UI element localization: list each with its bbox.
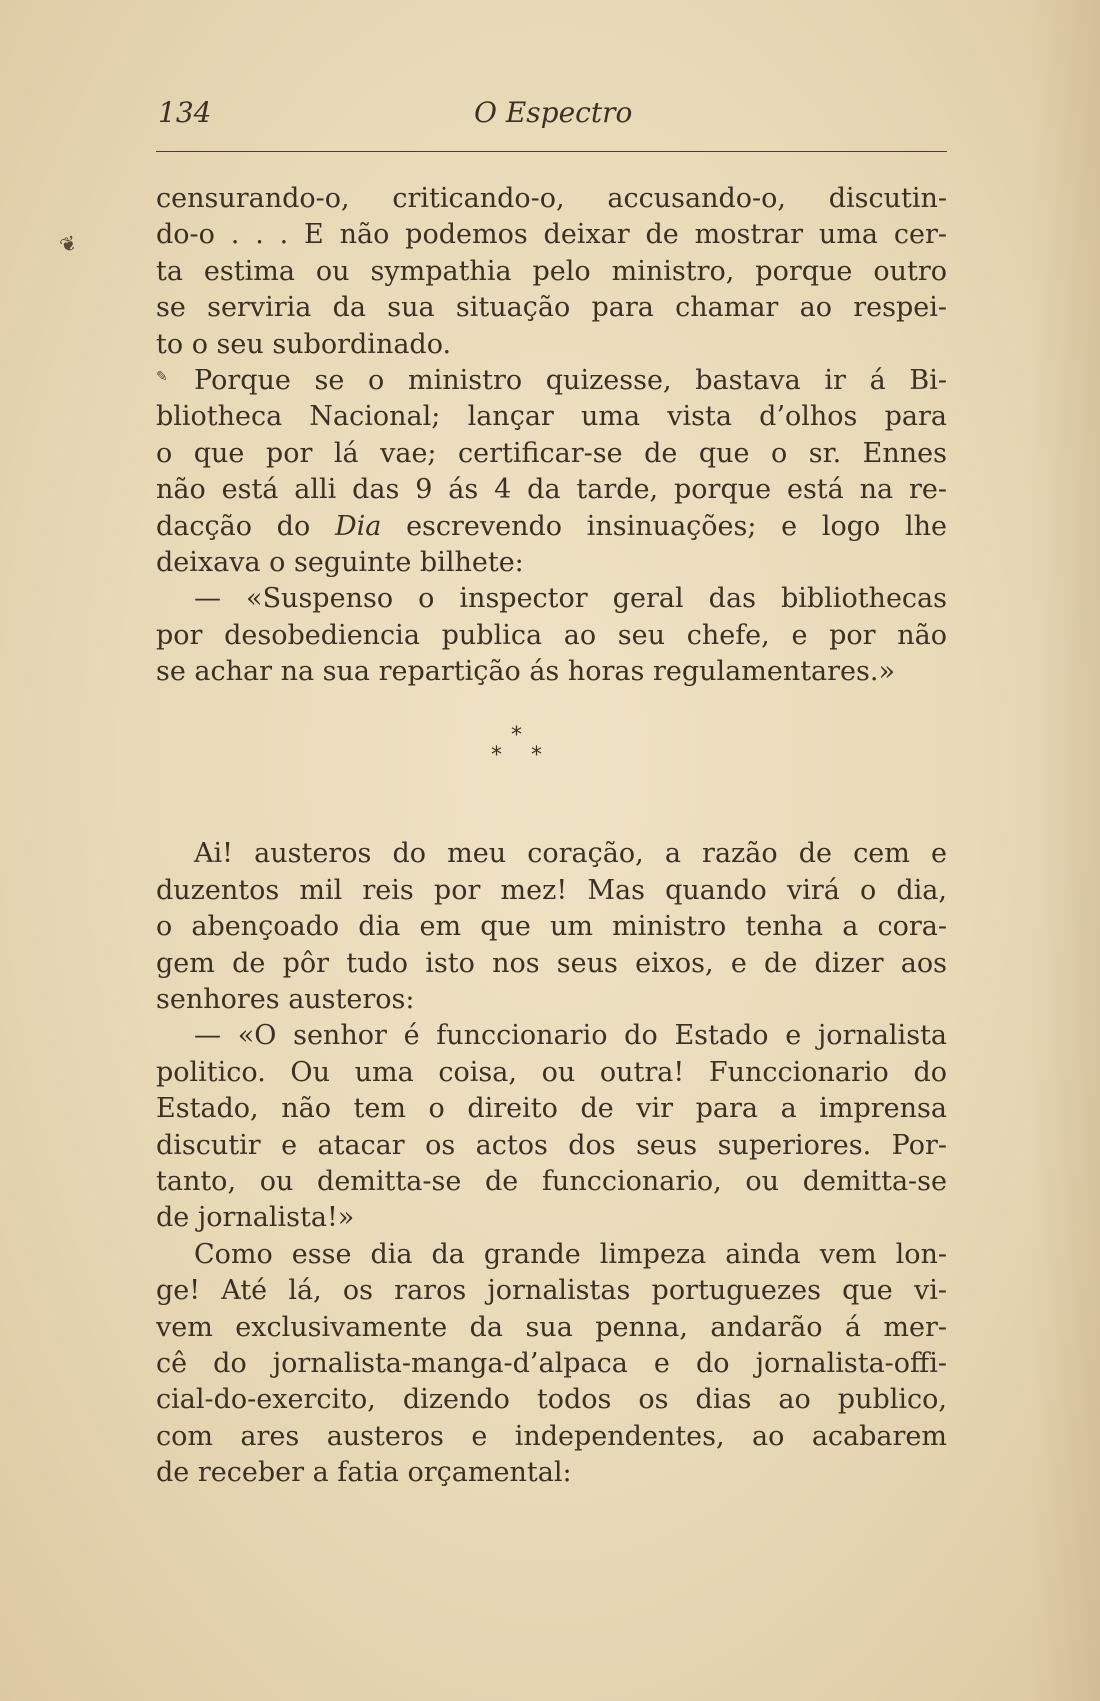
margin-ink-mark: ❦ — [56, 229, 81, 259]
header-rule — [156, 151, 947, 152]
text-line: discutir e atacar os actos dos seus superiores. Por- — [156, 1129, 947, 1161]
text-line: Porque se o ministro quizesse, bastava ir á Bi- — [194, 364, 947, 396]
text-line: do-o . . . E não podemos deixar de mostrar uma cer- — [156, 219, 947, 251]
line-segment: dacção do — [156, 510, 311, 542]
text-line: politico. Ou uma coisa, ou outra! Funccionario do — [156, 1056, 947, 1088]
text-line: com ares austeros e independentes, ao acabarem — [156, 1420, 947, 1452]
text-line: não está alli das 9 ás 4 da tarde, porque está na re- — [156, 474, 947, 506]
page-number: 134 — [158, 96, 212, 129]
text-line — [156, 509, 947, 545]
text-line: Ai! austeros do meu coração, a razão de cem e — [194, 838, 947, 870]
page-edge-shadow — [1030, 0, 1100, 1701]
text-line: cial-do-exercito, dizendo todos os dias ao publico, — [156, 1384, 947, 1416]
text-line: senhores austeros: — [156, 984, 415, 1016]
text-line: — «Suspenso o inspector geral das bibliothecas — [194, 583, 947, 615]
asterisk: * — [511, 723, 522, 749]
text-line: bliotheca Nacional; lançar uma vista d’olhos para — [156, 401, 947, 433]
text-line: Estado, não tem o direito de vir para a imprensa — [156, 1093, 947, 1125]
text-line: o abençoado dia em que um ministro tenha a cora- — [156, 911, 947, 943]
text-line: o que por lá vae; certificar-se de que o sr. Ennes — [156, 437, 947, 469]
text-line: de receber a fatia orçamental: — [156, 1457, 572, 1489]
text-line: censurando-o, criticando-o, accusando-o, discutin- — [156, 183, 947, 214]
text-line: gem de pôr tudo isto nos seus eixos, e de dizer aos — [156, 947, 947, 979]
text-line: ta estima ou sympathia pelo ministro, porque outro — [156, 255, 947, 287]
text-line: ge! Até lá, os raros jornalistas portuguezes que vi- — [156, 1275, 947, 1307]
text-line: — «O senhor é funccionario do Estado e jornalista — [194, 1020, 947, 1052]
running-title: O Espectro — [474, 96, 633, 129]
text-line: Como esse dia da grande limpeza ainda vem lon- — [194, 1238, 947, 1270]
text-line: de jornalista!» — [156, 1202, 355, 1234]
text-line: se achar na sua repartição ás horas regulamentares.» — [156, 656, 895, 688]
asterisk: * — [531, 743, 542, 769]
asterisk: * — [491, 743, 502, 769]
text-line: tanto, ou demitta-se de funccionario, ou demitta-se — [156, 1165, 947, 1197]
body-text — [156, 181, 947, 1492]
margin-pen-mark: ✎ — [156, 369, 168, 385]
text-line: to o seu subordinado. — [156, 328, 452, 360]
text-line: cê do jornalista-manga-d’alpaca e do jornalista-offi- — [156, 1347, 947, 1379]
running-header — [156, 96, 946, 136]
section-asterism — [156, 690, 947, 836]
text-line: por desobediencia publica ao seu chefe, e por não — [156, 619, 947, 651]
text-line: deixava o seguinte bilhete: — [156, 546, 524, 578]
text-line: duzentos mil reis por mez! Mas quando virá o dia, — [156, 874, 947, 906]
newspaper-title: Dia — [334, 510, 382, 542]
text-line: vem exclusivamente da sua penna, andarão á mer- — [156, 1311, 947, 1343]
line-segment: escrevendo insinuações; e logo lhe — [406, 510, 947, 542]
text-line: se serviria da sua situação para chamar ao respei- — [156, 292, 947, 324]
